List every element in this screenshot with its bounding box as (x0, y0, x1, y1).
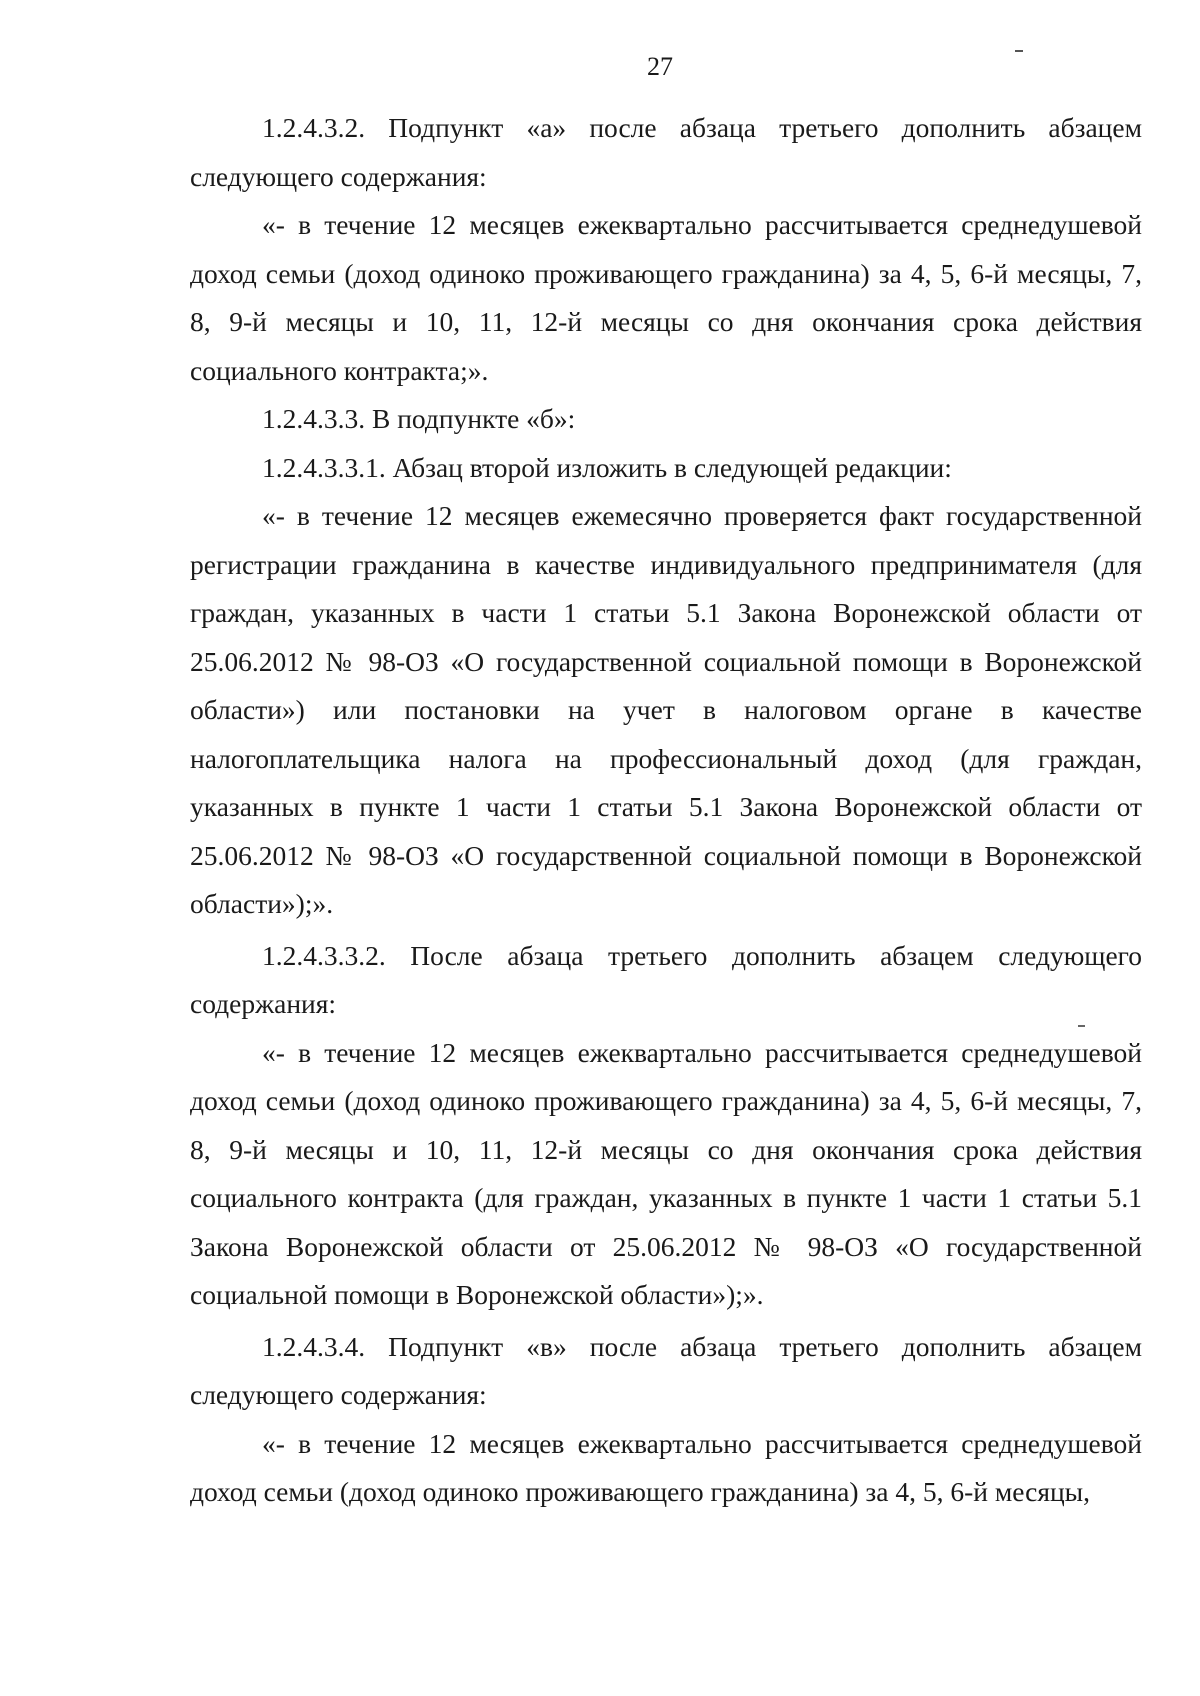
paragraph-1-2-4-3-4: 1.2.4.3.4. Подпункт «в» после абзаца третьего дополнить абзацем следующего содержания: (190, 1330, 1142, 1410)
paragraph-quote-income-3: «- в течение 12 месяцев ежеквартально рассчитывается среднедушевой доход семьи (доход одиноко проживающего гражданина) за 4, 5, 6-й месяцы, (190, 1427, 1142, 1507)
paragraph-1-2-4-3-3: 1.2.4.3.3. В подпункте «б»: (262, 403, 576, 434)
paragraph-1-2-4-3-3-2: 1.2.4.3.3.2. После абзаца третьего дополнить абзацем следующего содержания: (190, 939, 1142, 1019)
page-number: 27 (647, 52, 673, 81)
paragraph-quote-income-1: «- в течение 12 месяцев ежеквартально рассчитывается среднедушевой доход семьи (доход одиноко проживающего гражданина) за 4, 5, 6-й месяцы, 7, 8, 9-й месяцы и 10, 11, 12-й месяцы со дня окончания срока действия социального контракта;». (190, 209, 1142, 386)
document-body (190, 104, 1142, 1517)
paragraph-1-2-4-3-2: 1.2.4.3.2. Подпункт «а» после абзаца третьего дополнить абзацем следующего содержания: (190, 112, 1142, 192)
scan-mark (1015, 50, 1023, 52)
paragraph-quote-registration: «- в течение 12 месяцев ежемесячно проверяется факт государственной регистрации гражданина в качестве индивидуального предпринимателя (для граждан, указанных в части 1 статьи 5.1 Закона Воронежской области от 25.06.2012 № 98-ОЗ «О государственной социальной помощи в Воронежской области») или постановки на учет в налоговом органе в качестве налогоплательщика налога на профессиональный доход (для граждан, указанных в пункте 1 части 1 статьи 5.1 Закона Воронежской области от 25.06.2012 № 98-ОЗ «О государственной социальной помощи в Воронежской области»);». (190, 500, 1142, 919)
paragraph-quote-income-2: «- в течение 12 месяцев ежеквартально рассчитывается среднедушевой доход семьи (доход одиноко проживающего гражданина) за 4, 5, 6-й месяцы, 7, 8, 9-й месяцы и 10, 11, 12-й месяцы со дня окончания срока действия социального контракта (для граждан, указанных в пункте 1 части 1 статьи 5.1 Закона Воронежской области от 25.06.2012 № 98-ОЗ «О государственной социальной помощи в Воронежской области»);». (190, 1036, 1142, 1310)
paragraph-1-2-4-3-3-1: 1.2.4.3.3.1. Абзац второй изложить в следующей редакции: (262, 451, 952, 483)
